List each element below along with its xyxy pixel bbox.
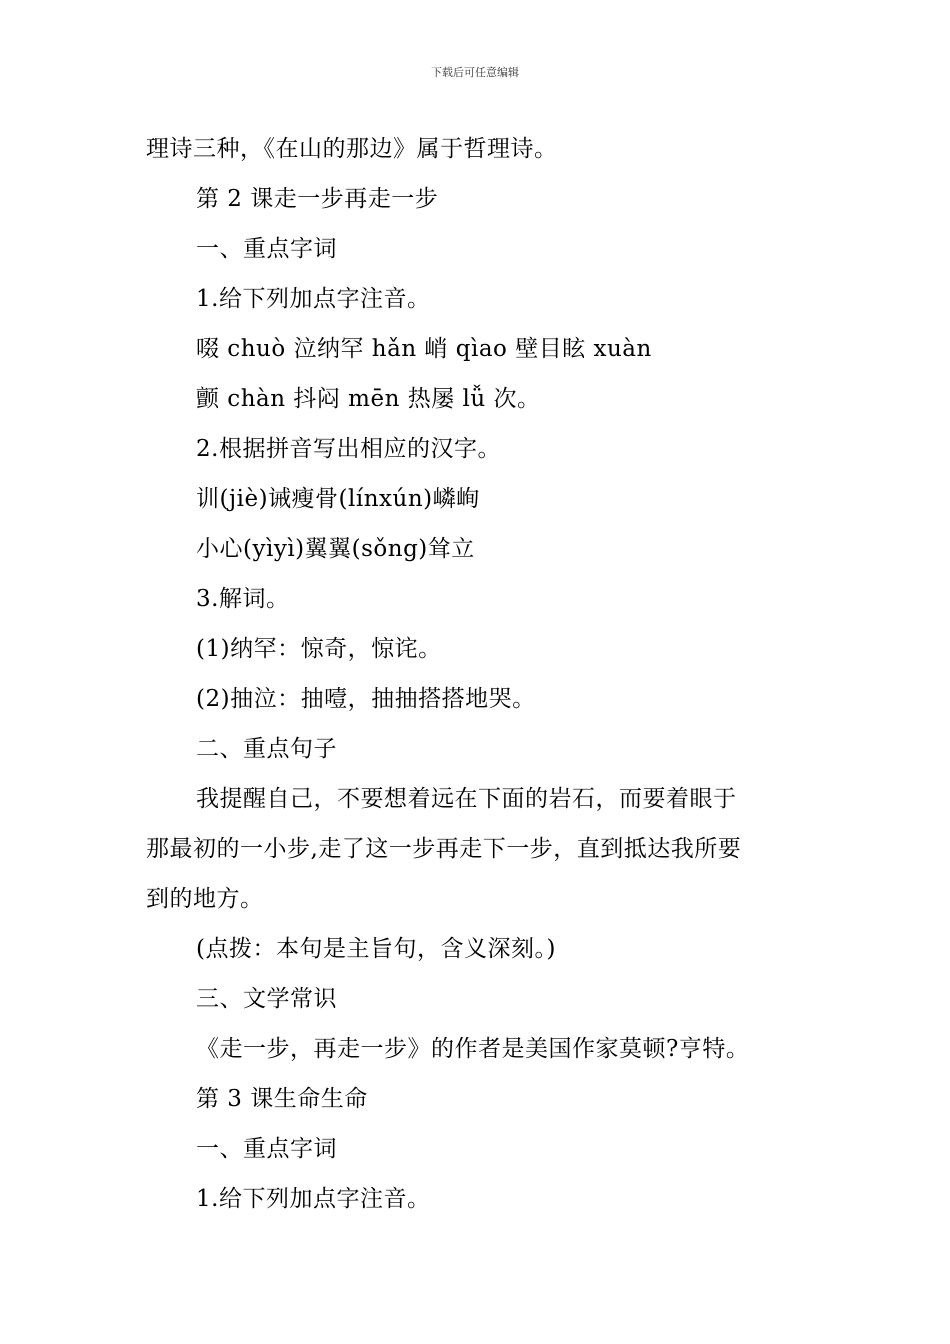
pinyin-line: 训(jiè)诫瘦骨(línxún)嶙峋 <box>196 486 480 512</box>
definition-item: (2)抽泣：抽噎，抽抽搭搭地哭。 <box>196 686 536 712</box>
page-header: 下载后可任意编辑 <box>431 66 519 79</box>
paragraph-line: 那最初的一小步,走了这一步再走下一步，直到抵达我所要 <box>146 836 742 862</box>
question-item: 1.给下列加点字注音。 <box>196 286 431 312</box>
document-body <box>146 124 816 1224</box>
lesson-title: 第 3 课生命生命 <box>196 1086 368 1112</box>
section-heading: 三、文学常识 <box>196 986 337 1012</box>
paragraph-line: 理诗三种，《在山的那边》属于哲理诗。 <box>146 136 558 162</box>
pinyin-line: 小心(yìyì)翼翼(sǒng)耸立 <box>196 536 475 562</box>
definition-item: (1)纳罕：惊奇，惊诧。 <box>196 636 442 662</box>
section-heading: 二、重点句子 <box>196 736 337 762</box>
note-line: (点拨：本句是主旨句，含义深刻。) <box>196 936 556 962</box>
question-item: 3.解词。 <box>196 586 290 612</box>
section-heading: 一、重点字词 <box>196 1136 337 1162</box>
section-heading: 一、重点字词 <box>196 236 337 262</box>
question-item: 1.给下列加点字注音。 <box>196 1186 431 1212</box>
paragraph-line: 到的地方。 <box>146 886 264 912</box>
pinyin-line: 啜 chuò 泣纳罕 hǎn 峭 qìao 壁目眩 xuàn <box>196 336 652 362</box>
paragraph-line: 我提醒自己，不要想着远在下面的岩石，而要着眼于 <box>196 786 737 812</box>
question-item: 2.根据拼音写出相应的汉字。 <box>196 436 501 462</box>
paragraph-line: 《走一步，再走一步》的作者是美国作家莫顿?亨特。 <box>196 1036 750 1062</box>
lesson-title: 第 2 课走一步再走一步 <box>196 186 439 212</box>
pinyin-line: 颤 chàn 抖闷 mēn 热屡 lǚ 次。 <box>196 386 541 412</box>
